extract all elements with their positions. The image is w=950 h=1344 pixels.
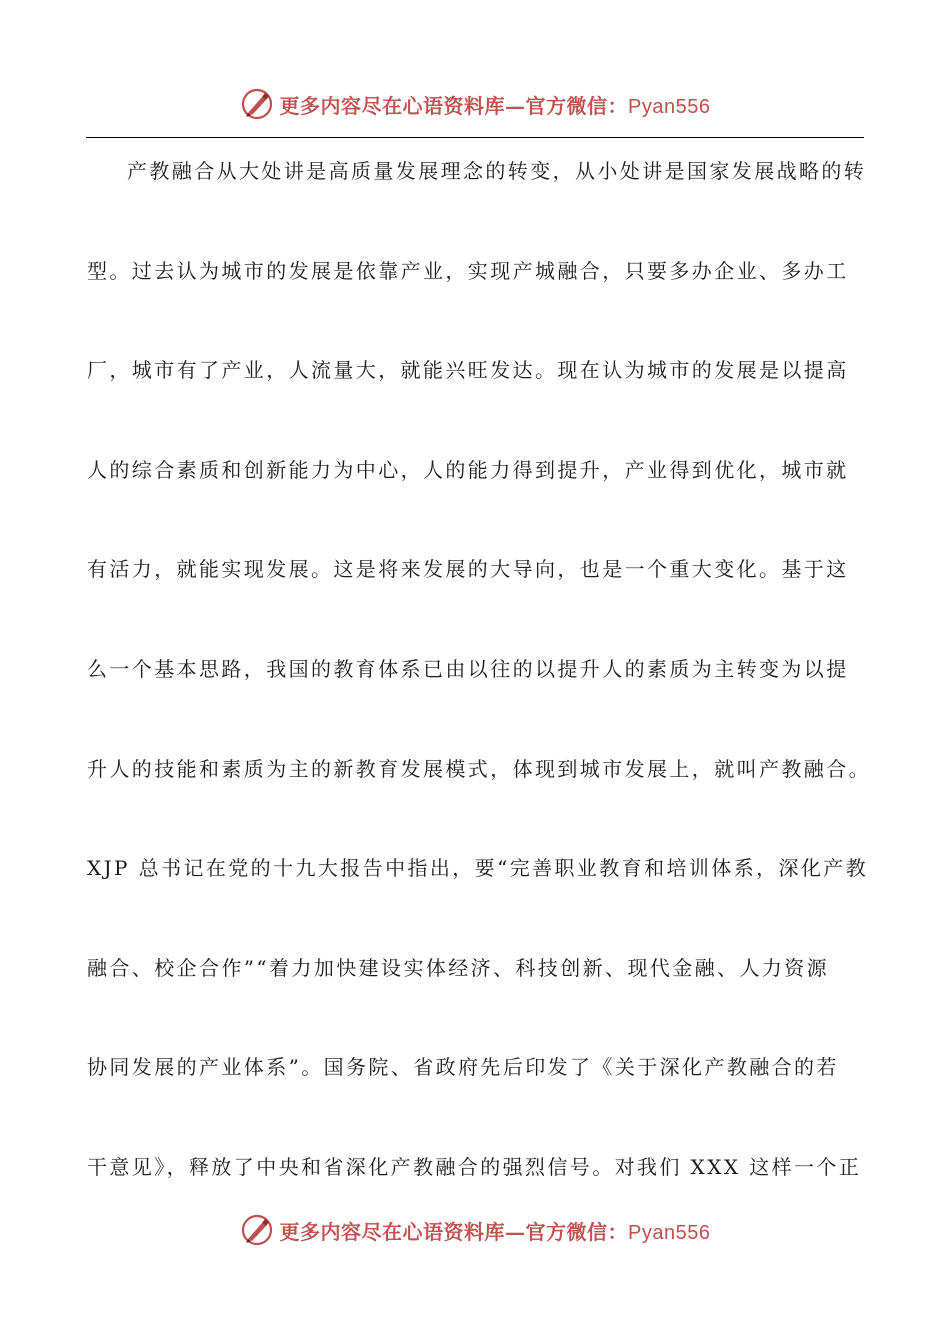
banner-wechat-handle: Pyan556 bbox=[628, 1221, 711, 1244]
text-line: 人的综合素质和创新能力为中心，人的能力得到提升，产业得到优化，城市就 bbox=[87, 457, 849, 482]
text-line: 升人的技能和素质为主的新教育发展模式，体现到城市发展上，就叫产教融合。 bbox=[87, 756, 871, 781]
text-line: XJP 总书记在党的十九大报告中指出，要“完善职业教育和培训体系，深化产教 bbox=[87, 856, 869, 881]
pen-logo-icon bbox=[240, 1213, 274, 1247]
text-line: 干意见》，释放了中央和省深化产教融合的强烈信号。对我们 XXX 这样一个正 bbox=[87, 1154, 862, 1179]
text-line: 么一个基本思路，我国的教育体系已由以往的以提升人的素质为主转变为以提 bbox=[87, 656, 849, 681]
text-line: 融合、校企合作”“着力加快建设实体经济、科技创新、现代金融、人力资源 bbox=[87, 955, 830, 980]
text-line: 协同发展的产业体系”。国务院、省政府先后印发了《关于深化产教融合的若 bbox=[87, 1055, 839, 1080]
footer-banner bbox=[0, 1210, 950, 1250]
document-body bbox=[87, 148, 871, 1244]
header-banner bbox=[0, 84, 950, 124]
banner-label: 更多内容尽在心语资料库—官方微信： bbox=[279, 93, 629, 118]
text-line: 产教融合从大处讲是高质量发展理念的转变，从小处讲是国家发展战略的转 bbox=[127, 159, 867, 183]
banner-text bbox=[280, 1216, 711, 1245]
banner-label: 更多内容尽在心语资料库—官方微信： bbox=[279, 1219, 629, 1244]
text-line: 型。过去认为城市的发展是依靠产业，实现产城融合，只要多办企业、多办工 bbox=[87, 258, 849, 283]
text-line: 厂，城市有了产业，人流量大，就能兴旺发达。现在认为城市的发展是以提高 bbox=[87, 358, 849, 383]
banner-wechat-handle: Pyan556 bbox=[628, 95, 711, 118]
pen-logo-icon bbox=[240, 87, 274, 121]
banner-text bbox=[280, 90, 711, 119]
header-divider bbox=[86, 137, 864, 138]
text-line: 有活力，就能实现发展。这是将来发展的大导向，也是一个重大变化。基于这 bbox=[87, 557, 849, 582]
